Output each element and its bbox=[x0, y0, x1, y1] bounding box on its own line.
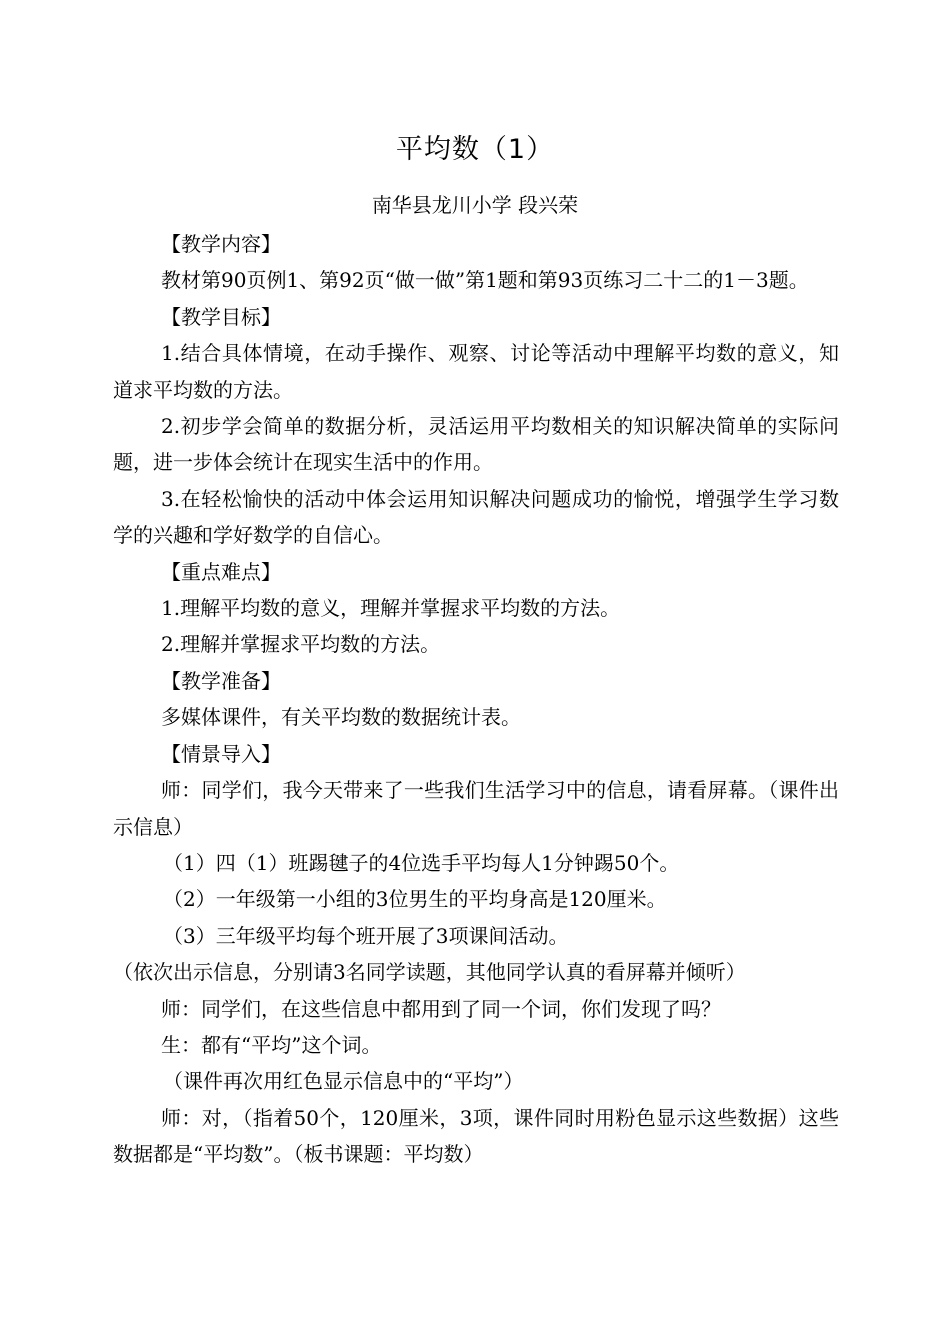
section-heading-intro: 【情景导入】 bbox=[161, 741, 281, 766]
paragraph-goal-2: 2.初步学会简单的数据分析，灵活运用平均数相关的知识解决简单的实际问题，进一步体会统计在现实生活中的作用。 bbox=[113, 414, 839, 475]
info-item-3: （3）三年级平均每个班开展了3项课间活动。 bbox=[163, 923, 569, 948]
info-item-2: （2）一年级第一小组的3位男生的平均身高是120厘米。 bbox=[163, 887, 667, 912]
section-heading-content: 【教学内容】 bbox=[161, 232, 281, 256]
paragraph-teacher-2: 师：同学们，在这些信息中都用到了同一个词，你们发现了吗？ bbox=[161, 996, 721, 1021]
paragraph-note: （依次出示信息，分别请3名同学读题，其他同学认真的看屏幕并倾听） bbox=[113, 960, 746, 985]
paragraph-key-point-1: 1.理解平均数的意义，理解并掌握求平均数的方法。 bbox=[161, 596, 621, 621]
author-line: 南华县龙川小学 段兴荣 bbox=[371, 193, 579, 217]
info-item-1: （1）四（1）班踢毽子的4位选手平均每人1分钟踢50个。 bbox=[163, 850, 680, 875]
paragraph-student: 生：都有“平均”这个词。 bbox=[161, 1032, 382, 1057]
paragraph-teacher-1: 师：同学们，我今天带来了一些我们生活学习中的信息，请看屏幕。（课件出示信息） bbox=[113, 778, 839, 839]
paragraph-goal-3: 3.在轻松愉快的活动中体会运用知识解决问题成功的愉悦，增强学生学习数学的兴趣和学好数学的自信心。 bbox=[113, 486, 839, 548]
paragraph-preparation: 多媒体课件，有关平均数的数据统计表。 bbox=[161, 705, 521, 730]
paragraph-courseware-note: （课件再次用红色显示信息中的“平均”） bbox=[163, 1069, 524, 1094]
paragraph-key-point-2: 2.理解并掌握求平均数的方法。 bbox=[161, 632, 441, 657]
section-heading-goals: 【教学目标】 bbox=[161, 304, 281, 329]
paragraph-goal-1: 1.结合具体情境，在动手操作、观察、讨论等活动中理解平均数的意义，知道求平均数的方法。 bbox=[113, 341, 839, 402]
paragraph-content: 教材第90页例1、第92页“做一做”第1题和第93页练习二十二的1－3题。 bbox=[161, 268, 809, 293]
document-title: 平均数（1） bbox=[395, 134, 555, 165]
document-body bbox=[113, 226, 839, 1173]
section-heading-key-points: 【重点难点】 bbox=[161, 559, 281, 584]
section-heading-preparation: 【教学准备】 bbox=[161, 668, 281, 693]
paragraph-teacher-3: 师：对，（指着50个，120厘米，3项，课件同时用粉色显示这些数据）这些数据都是“平均数”。（板书课题：平均数） bbox=[113, 1105, 839, 1167]
